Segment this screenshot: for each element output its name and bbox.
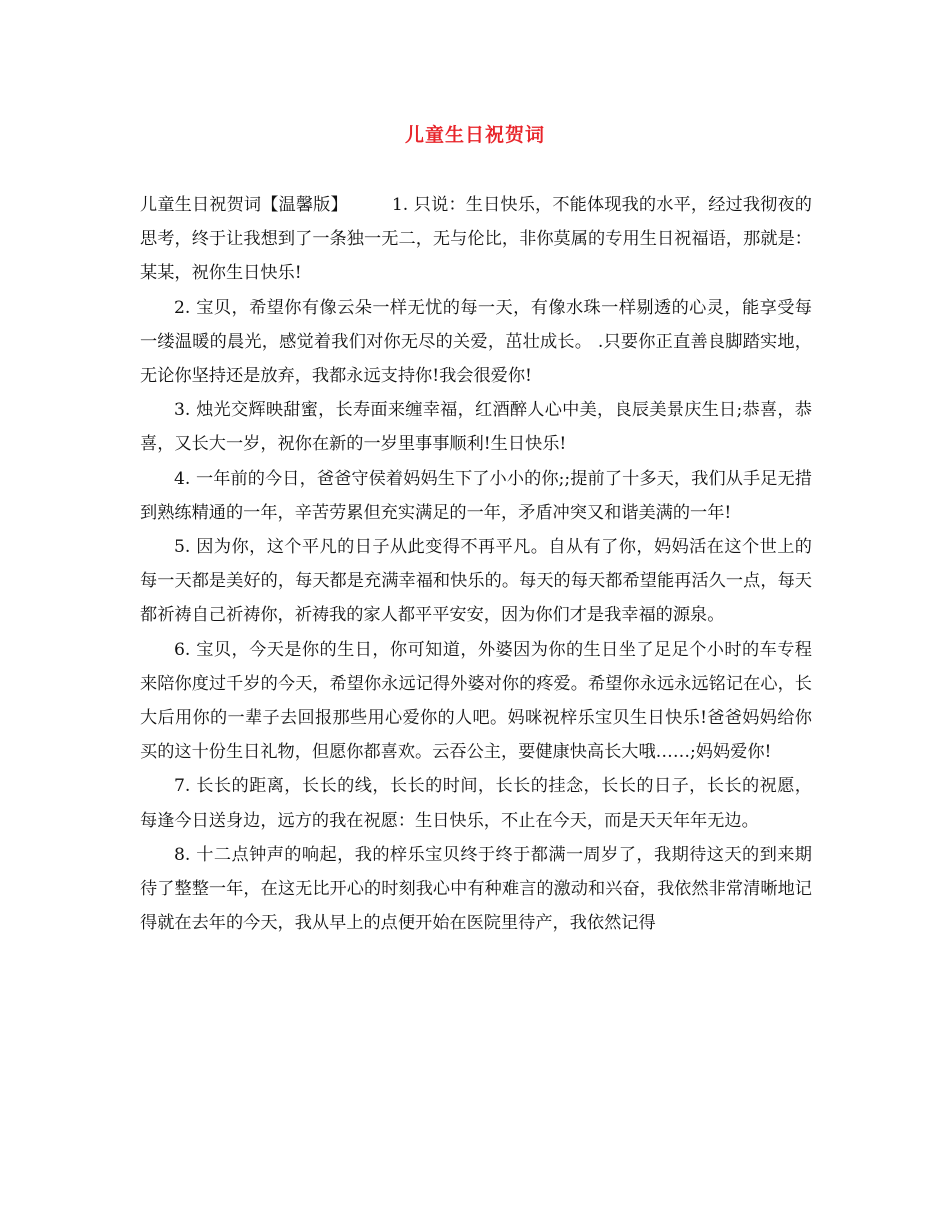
paragraph-4: 4. 一年前的今日，爸爸守侯着妈妈生下了小小的你;;提前了十多天，我们从手足无措到熟练精通的一年，辛苦劳累但充实满足的一年，矛盾冲突又和谐美满的一年! xyxy=(140,468,812,523)
paragraph-1 xyxy=(140,188,812,291)
lead-heading: 儿童生日祝贺词【温馨版】 xyxy=(140,195,348,215)
paragraph-7: 7. 长长的距离，长长的线，长长的时间，长长的挂念，长长的日子，长长的祝愿，每逢今日送身边，远方的我在祝愿：生日快乐，不止在今天，而是天天年年无边。 xyxy=(140,776,812,831)
paragraph-1-text: 1. 只说：生日快乐，不能体现我的水平，经过我彻夜的思考，终于让我想到了一条独一无二，无与伦比，非你莫属的专用生日祝福语，那就是：某某，祝你生日快乐! xyxy=(140,195,812,284)
document-body xyxy=(140,188,812,940)
paragraph-8: 8. 十二点钟声的响起，我的梓乐宝贝终于终于都满一周岁了，我期待这天的到来期待了整整一年，在这无比开心的时刻我心中有种难言的激动和兴奋，我依然非常清晰地记得就在去年的今天，我从早上的点便开始在医院里待产，我依然记得 xyxy=(140,844,812,934)
paragraph-3: 3. 烛光交辉映甜蜜，长寿面来缠幸福，红酒醉人心中美，良辰美景庆生日;恭喜，恭喜，又长大一岁，祝你在新的一岁里事事顺利!生日快乐! xyxy=(140,400,812,455)
page-title: 儿童生日祝贺词 xyxy=(404,124,545,146)
paragraph-2: 2. 宝贝，希望你有像云朵一样无忧的每一天，有像水珠一样剔透的心灵，能享受每一缕温暖的晨光，感觉着我们对你无尽的关爱，茁壮成长。 .只要你正直善良脚踏实地，无论你坚持还是放弃，我都永远支持你!我会很爱你! xyxy=(140,297,812,387)
paragraph-5: 5. 因为你，这个平凡的日子从此变得不再平凡。自从有了你，妈妈活在这个世上的每一天都是美好的，每天都是充满幸福和快乐的。每天的每天都希望能再活久一点，每天都祈祷自己祈祷你，祈祷我的家人都平平安安，因为你们才是我幸福的源泉。 xyxy=(140,537,812,626)
paragraph-6: 6. 宝贝，今天是你的生日，你可知道，外婆因为你的生日坐了足足个小时的车专程来陪你度过千岁的今天，希望你永远记得外婆对你的疼爱。希望你永远永远铭记在心，长大后用你的一辈子去回报那些用心爱你的人吧。妈咪祝梓乐宝贝生日快乐!爸爸妈妈给你买的这十份生日礼物，但愿你都喜欢。云吞公主，要健康快高长大哦……;妈妈爱你! xyxy=(140,639,812,763)
